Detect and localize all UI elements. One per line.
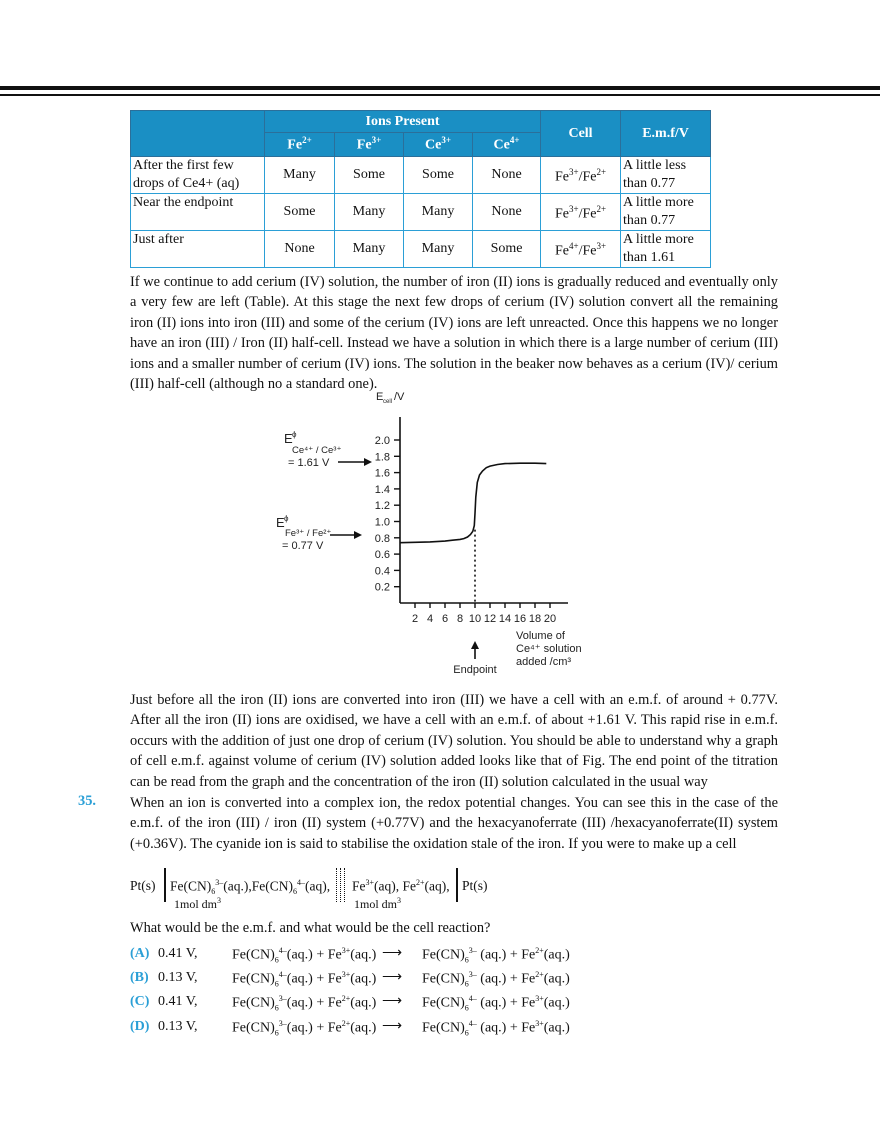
svg-text:Ce⁴⁺ solution: Ce⁴⁺ solution (516, 643, 582, 655)
endpoint-annotation (453, 641, 496, 676)
option-reactants: $Fe(CN)_6^{3-}(aq.) + Fe^{2+}(aq.)$ (232, 1019, 377, 1038)
cell-value: Some (473, 231, 541, 268)
y-tick-label: 1.4 (374, 483, 390, 496)
svg-text:added /cm³: added /cm³ (516, 656, 572, 668)
table-row (131, 194, 711, 231)
reaction-arrow-icon: ⟶ (382, 994, 403, 1009)
svg-text:/V: /V (394, 391, 405, 403)
cell-couple: $Fe^{4+}/Fe^{3+}$ (541, 231, 621, 268)
salt-bridge (344, 868, 345, 902)
option-label: (D) (130, 1019, 150, 1034)
table-row (131, 231, 711, 268)
cell-couple: $Fe^{3+}/Fe^{2+}$ (541, 194, 621, 231)
x-tick-label: 18 (528, 613, 542, 625)
cell-value: Many (335, 194, 404, 231)
y-tick-label: 2.0 (374, 435, 390, 447)
table-header-ion: $Fe^{2+}$ (265, 133, 335, 157)
x-tick-label: 6 (441, 613, 449, 625)
x-tick-label: 12 (483, 613, 497, 625)
conc-left: 1mol $dm^3$ (174, 896, 222, 911)
fe-annotation (276, 514, 362, 552)
reaction-arrow-icon: ⟶ (382, 1019, 403, 1034)
svg-text:Endpoint: Endpoint (453, 664, 497, 676)
option-emf: 0.41 V, (158, 946, 198, 961)
svg-text:Volume of: Volume of (516, 630, 565, 642)
table-header-blank (131, 111, 265, 157)
salt-bridge (340, 868, 341, 902)
table-header-ions-present: Ions Present (265, 111, 541, 133)
row-label: After the first few drops of Ce4+ (aq) (131, 157, 265, 194)
table-header-ion: $Ce^{3+}$ (404, 133, 473, 157)
svg-text:cell: cell (383, 399, 393, 405)
svg-text:E: E (276, 515, 285, 530)
cell-value: Many (404, 231, 473, 268)
header-rule-thin (0, 94, 880, 96)
pt-left: Pt(s) (130, 878, 156, 893)
arrow-right-icon (354, 531, 362, 539)
cell-value: None (473, 157, 541, 194)
y-tick-label: 0.4 (374, 565, 390, 578)
conc-right: 1mol $dm^3$ (354, 896, 402, 911)
option-reactants: $Fe(CN)_6^{4-}(aq.) + Fe^{3+}(aq.)$ (232, 970, 377, 989)
table-header-ion: $Ce^{4+}$ (473, 133, 541, 157)
cell-value: Some (265, 194, 335, 231)
table-header-cell: Cell (541, 111, 621, 157)
cell-emf: A little more than 0.77 (621, 194, 711, 231)
cell-emf: A little more than 1.61 (621, 231, 711, 268)
question-text: When an ion is converted into a complex ion, the redox potential changes. You can see this in the case of the e.m.f. of the iron (III) / iron (II) system (+0.77V) and the hexacyanoferrate (III) /hexacyanoferrate(II) system (+0.36V). The cyanide ion is said to stabilise the oxidation stale of the iron. If you were to make up a cell (130, 795, 778, 852)
cell-value: Some (404, 157, 473, 194)
answer-option[interactable] (130, 994, 690, 1014)
paragraph-cerium-addition: If we continue to add cerium (IV) solution, the number of iron (II) ions is gradually reduced and eventually only a very few are left (Table). At this stage the next few drops of cerium (IV) solution convert all the remaining iron (II) ions into iron (III) and some of the cerium (IV) ions are left unreacted. Once this happens we no longer have an iron (III) / Iron (II) half-cell. Instead we have a solution in which there is a large number of cerium (III) ions and a smaller number of cerium (IV) ions. The solution in the beaker now behaves as a cerium (IV)/ cerium (III) half-cell (although no a standard one). (130, 274, 778, 393)
header-rule-thick (0, 86, 880, 90)
y-tick-label: 1.0 (374, 516, 390, 529)
option-reactants: $Fe(CN)_6^{3-}(aq.) + Fe^{2+}(aq.)$ (232, 994, 377, 1013)
y-axis-label (376, 391, 405, 405)
cell-value: Some (335, 157, 404, 194)
cell-emf: A little less than 0.77 (621, 157, 711, 194)
option-products: $Fe(CN)_6^{4-}$ $(aq.) + Fe^{3+}(aq.)$ (422, 994, 570, 1013)
emf-curve (400, 463, 546, 543)
option-emf: 0.13 V, (158, 1019, 198, 1034)
y-tick-label: 0.2 (374, 581, 390, 594)
option-label: (A) (130, 946, 150, 961)
cell-value: None (265, 231, 335, 268)
option-label: (C) (130, 994, 150, 1009)
iron-ions: $Fe^{3+}(aq)$, $Fe^{2+}(aq)$, (352, 878, 450, 894)
ions-table (130, 110, 711, 268)
cell-value: Many (265, 157, 335, 194)
x-tick-label: 14 (498, 613, 512, 625)
x-tick-label: 16 (513, 613, 527, 625)
paragraph-emf-rise: Just before all the iron (II) ions are converted into iron (III) we have a cell with an e.m.f. of around + 0.77V. After all the iron (II) ions are oxidised, we have a cell with an e.m.f. of about +1.61 V. This rapid rise in e.m.f. occurs with the addition of just one drop of cerium (IV) solution. You should be able to understand why a graph of cell e.m.f. against volume of cerium (IV) solution added looks like that of Fig. The end point of the titration can be read from the graph and the concentration of the iron (II) solution calculated in the usual way (130, 692, 778, 790)
cell-notation (130, 868, 550, 914)
row-label: Near the endpoint (131, 194, 265, 231)
ce-annotation (284, 430, 372, 469)
answer-option[interactable] (130, 946, 690, 966)
option-products: $Fe(CN)_6^{4-}$ $(aq.) + Fe^{3+}(aq.)$ (422, 1019, 570, 1038)
svg-text:ϕ: ϕ (292, 430, 297, 439)
y-tick-label: 1.8 (374, 451, 390, 464)
x-tick-label: 2 (411, 613, 419, 625)
option-emf: 0.41 V, (158, 994, 198, 1009)
phase-boundary (456, 868, 458, 902)
option-emf: 0.13 V, (158, 970, 198, 985)
answer-option[interactable] (130, 1019, 690, 1039)
table-row (131, 157, 711, 194)
svg-text:= 0.77 V: = 0.77 V (282, 540, 324, 552)
y-tick-label: 1.2 (374, 500, 390, 513)
cell-value: Many (335, 231, 404, 268)
y-tick-label: 1.6 (374, 467, 390, 480)
table-header-emf: E.m.f/V (621, 111, 711, 157)
option-products: $Fe(CN)_6^{3-}$ $(aq.) + Fe^{2+}(aq.)$ (422, 970, 570, 989)
reaction-arrow-icon: ⟶ (382, 946, 403, 961)
svg-text:Fe³⁺ / Fe²⁺: Fe³⁺ / Fe²⁺ (285, 528, 332, 539)
option-label: (B) (130, 970, 149, 985)
pt-right: Pt(s) (462, 878, 488, 893)
phase-boundary (164, 868, 166, 902)
y-tick-label: 0.8 (374, 532, 390, 545)
svg-text:= 1.61 V: = 1.61 V (288, 457, 330, 469)
cell-value: None (473, 194, 541, 231)
cell-value: Many (404, 194, 473, 231)
svg-text:E: E (376, 391, 384, 403)
answer-option[interactable] (130, 970, 690, 990)
x-tick-label: 20 (543, 613, 557, 625)
svg-text:Ce⁴⁺ / Ce³⁺: Ce⁴⁺ / Ce³⁺ (292, 445, 342, 456)
arrow-right-icon (364, 458, 372, 466)
reaction-arrow-icon: ⟶ (382, 970, 403, 985)
cell-couple: $Fe^{3+}/Fe^{2+}$ (541, 157, 621, 194)
complex-ions: $Fe(CN)_6^{3-}(aq.),Fe(CN)_6^{4-}(aq)$, (170, 878, 331, 897)
y-tick-label: 0.6 (374, 549, 390, 562)
x-axis-label (516, 630, 582, 668)
option-products: $Fe(CN)_6^{3-}$ $(aq.) + Fe^{2+}(aq.)$ (422, 946, 570, 965)
table-header-ion: $Fe^{3+}$ (335, 133, 404, 157)
salt-bridge (336, 868, 337, 902)
x-tick-label: 10 (468, 613, 482, 625)
svg-text:ϕ: ϕ (284, 514, 289, 523)
x-tick-label: 8 (456, 613, 464, 625)
titration-curve-chart (268, 387, 588, 677)
question-prompt: What would be the e.m.f. and what would be the cell reaction? (130, 920, 491, 936)
option-reactants: $Fe(CN)_6^{4-}(aq.) + Fe^{3+}(aq.)$ (232, 946, 377, 965)
svg-text:E: E (284, 431, 293, 446)
question-number: 35. (78, 793, 96, 809)
row-label: Just after (131, 231, 265, 268)
x-tick-label: 4 (426, 613, 434, 625)
